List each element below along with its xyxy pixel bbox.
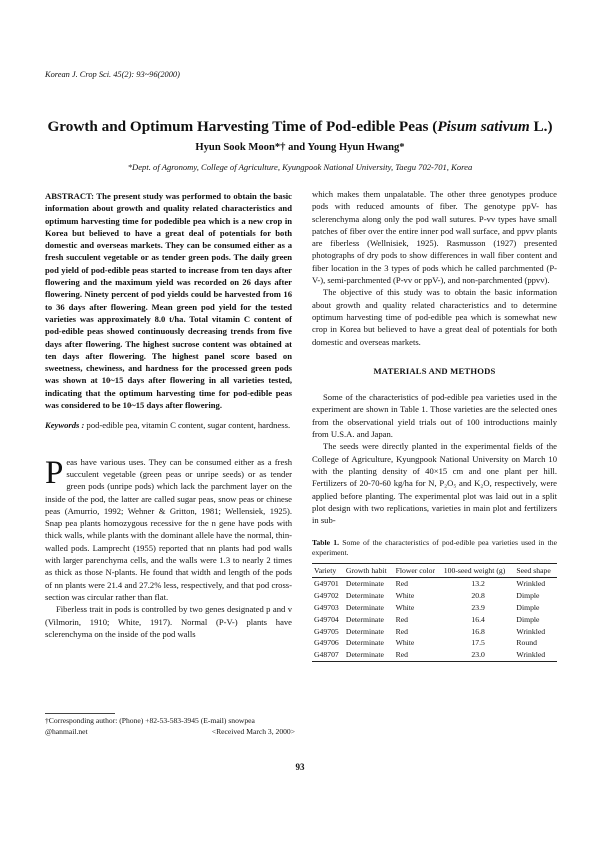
cell-seed-shape: Dimple bbox=[516, 591, 540, 601]
footnote-line-1: †Corresponding author: (Phone) +82-53-583-3945 (E-mail) snowpea bbox=[45, 716, 255, 725]
table-caption-text: Some of the characteristics of pod-edible pea varieties used in the experiment. bbox=[312, 538, 557, 558]
left-column bbox=[45, 188, 292, 640]
cell-flower-color: White bbox=[395, 591, 415, 601]
cell-seed-weight: 16.8 bbox=[471, 626, 485, 636]
cell-seed-weight: 23.0 bbox=[442, 649, 515, 661]
introduction bbox=[45, 456, 292, 640]
cell-seed-weight: 16.4 bbox=[471, 614, 485, 624]
footnote bbox=[45, 716, 295, 737]
cell-flower-color: Red bbox=[395, 626, 408, 636]
right-paragraph-1: which makes them unpalatable. The other three genotypes produce pods with reduced amounts of fiber. The genotype ppV- has sclerenchyma along only the pod wall sutures. P-vv types have small patches of fiber over the entire inner pod wall surface, and ppvv plants are fiberless (Wellnisiek, 1925). Rasmusson (1927) presented photographs of dry pods to show differences in wall fiber content and fiber location in the 3 types of pods which he called parchmented (P-V-), semi-parchmented (P-vv or ppV-), and non-parchmented (ppvv). bbox=[312, 189, 557, 286]
table-row bbox=[312, 614, 557, 626]
cell-variety: G49701 bbox=[314, 579, 339, 589]
cell-seed-shape: Wrinkled bbox=[514, 649, 557, 661]
keywords-text: pod-edible pea, vitamin C content, sugar content, hardness. bbox=[84, 420, 291, 431]
title-main: Growth and Optimum Harvesting Time of Pod-edible Peas ( bbox=[47, 118, 438, 135]
table-label: Table 1. bbox=[312, 538, 340, 548]
cell-growth-habit: Determinate bbox=[345, 638, 384, 648]
cell-flower-color: White bbox=[395, 603, 415, 613]
cell-seed-shape: Round bbox=[516, 638, 537, 648]
header-variety: Variety bbox=[312, 564, 344, 578]
table-caption bbox=[312, 538, 557, 558]
cell-seed-shape: Wrinkled bbox=[516, 626, 546, 636]
cell-growth-habit: Determinate bbox=[345, 591, 384, 601]
table-row bbox=[312, 637, 557, 649]
cell-variety: G49702 bbox=[314, 591, 339, 601]
table-1 bbox=[312, 563, 557, 662]
drop-cap: P bbox=[45, 454, 64, 491]
cell-growth-habit: Determinate bbox=[345, 579, 384, 589]
right-column bbox=[312, 188, 557, 662]
table-row bbox=[312, 602, 557, 614]
cell-seed-weight: 17.5 bbox=[471, 638, 485, 648]
methods-paragraph-1: Some of the characteristics of pod-edible pea varieties used in the experiment are shown in Table 1. Those varieties are the selected ones from the observational yield trials out of 100 introductions mainly from U.S.A. and Japan. bbox=[312, 392, 557, 440]
intro-paragraph-2: Fiberless trait in pods is controlled by two genes designated p and v (Vilmorin, 1910; White, 1917). Normal (P-V-) plants have sclerenchyma on the inside of the pod walls bbox=[45, 604, 292, 639]
header-growth-habit: Growth habit bbox=[344, 564, 394, 578]
author-list: Hyun Sook Moon*† and Young Hyun Hwang* bbox=[195, 142, 405, 153]
paper-title bbox=[0, 118, 600, 136]
intro-paragraph-1: eas have various uses. They can be consumed either as a fresh succulent vegetable (green peas or unripe seeds) or as tender green pods (unripe pods) which lack the parchment layer on the inside of the pod, the latter are called sugar peas, snow peas or chinese peas (Amurrio, 1992; Wehner & Gritton, 1981; Wellensiek, 1925). Snap pea plants homozygous recessive for the n gene have pods with thick walls, while plants with the dominant allele have the normal, thin-walled pods. Lamprecht (1955) reported that nn plants had pod walls with larger parenchyma cells, and the walls were 1.3 to nearly 2 times as thick as those N-plants. He found that width and length of the pods of nn plants were 21.4 and 27.2% less, respectively, and that pod cross-section was circular rather than flat. bbox=[45, 456, 293, 602]
cell-flower-color: Red bbox=[395, 579, 408, 589]
title-species: Pisum sativum bbox=[437, 118, 530, 135]
footnote-email-tail: @hanmail.net bbox=[45, 726, 88, 736]
table-row bbox=[312, 649, 557, 661]
cell-seed-weight: 23.9 bbox=[471, 603, 485, 613]
keywords bbox=[45, 419, 292, 431]
header-seed-shape: Seed shape bbox=[514, 564, 557, 578]
page-number: 93 bbox=[295, 762, 305, 772]
cell-seed-shape: Dimple bbox=[516, 614, 540, 624]
footnote-rule bbox=[45, 713, 115, 714]
cell-flower-color: White bbox=[395, 638, 415, 648]
table-row bbox=[312, 626, 557, 638]
table-row bbox=[312, 590, 557, 602]
cell-growth-habit: Determinate bbox=[345, 626, 384, 636]
cell-variety: G49704 bbox=[314, 614, 339, 624]
cell-growth-habit: Determinate bbox=[345, 603, 384, 613]
cell-growth-habit: Determinate bbox=[344, 649, 394, 661]
cell-flower-color: Red bbox=[395, 614, 408, 624]
abstract: ABSTRACT: The present study was performed to obtain the basic information about growth and quality related characteristics and optimum harvesting time for podedible pea which is a new crop in Korea but believed to have a great deal of potentials for both domestic and overseas markets. They can be consumed either as a fresh succulent vegetable or as tender green pods. The daily green pod yield of pod-edible peas started to increase from ten days after flowering and the maximum yield was recorded on 26 days after flowering. Ninety percent of pod yields could be harvested from 16 to 36 days after flowering. Mean green pod yield for the tested varieties was approximately 8.0 t/ha. Total vitamin C content of pod-edible peas showed continuously decreasing trends from five days after flowering. The highest sucrose content was obtained at ten days after flowering. The highest panel score based on sweetness, chewiness, and hardness for the processed green pods was shown at 10~15 days after flowering in all varieties tested, indicating that the optimum harvesting time for pod-edible peas was considered to be 10~15 days after flowering. bbox=[45, 191, 292, 411]
section-heading: MATERIALS AND METHODS bbox=[373, 365, 496, 376]
table-header-row bbox=[312, 564, 557, 578]
cell-variety: G49706 bbox=[314, 638, 339, 648]
cell-variety: G49703 bbox=[314, 603, 339, 613]
cell-variety: G49705 bbox=[314, 626, 339, 636]
cell-flower-color: Red bbox=[394, 649, 442, 661]
footnote-line-2 bbox=[45, 727, 295, 738]
methods-paragraph-2: The seeds were directly planted in the experimental fields of the College of Agriculture, Kyungpook National University on March 10 with the planting density of 40×15 cm and one plant per hill. Fertilizers of 20-70-60 kg/ha for N, P₂O₅ and K₂O, respectively, were applied before planting. The experimental plot was laid out in a split plot design with two replications, varieties in main plot and fertilizers in sub- bbox=[312, 441, 557, 526]
cell-seed-shape: Dimple bbox=[516, 603, 540, 613]
header-flower-color: Flower color bbox=[394, 564, 442, 578]
cell-growth-habit: Determinate bbox=[345, 614, 384, 624]
cell-variety: G48707 bbox=[312, 649, 344, 661]
affiliation: *Dept. of Agronomy, College of Agriculture, Kyungpook National University, Taegu 702-701, Korea bbox=[127, 162, 473, 172]
cell-seed-weight: 20.8 bbox=[471, 591, 485, 601]
table-row bbox=[312, 578, 557, 590]
right-paragraph-2: The objective of this study was to obtain the basic information about growth and quality related characteristics and to determine optimum harvesting time of pod-edible pea which is somewhat new crop in Korea but believed to have a great deal of potentials for both domestic and overseas markets. bbox=[312, 287, 557, 347]
title-end: L.) bbox=[529, 118, 553, 135]
journal-reference: Korean J. Crop Sci. 45(2): 93~96(2000) bbox=[45, 70, 180, 79]
header-seed-weight: 100-seed weight (g) bbox=[442, 564, 515, 578]
cell-seed-weight: 13.2 bbox=[471, 579, 485, 589]
keywords-label: Keywords : bbox=[45, 420, 85, 431]
cell-seed-shape: Wrinkled bbox=[516, 579, 546, 589]
received-date: <Received March 3, 2000> bbox=[211, 726, 295, 736]
